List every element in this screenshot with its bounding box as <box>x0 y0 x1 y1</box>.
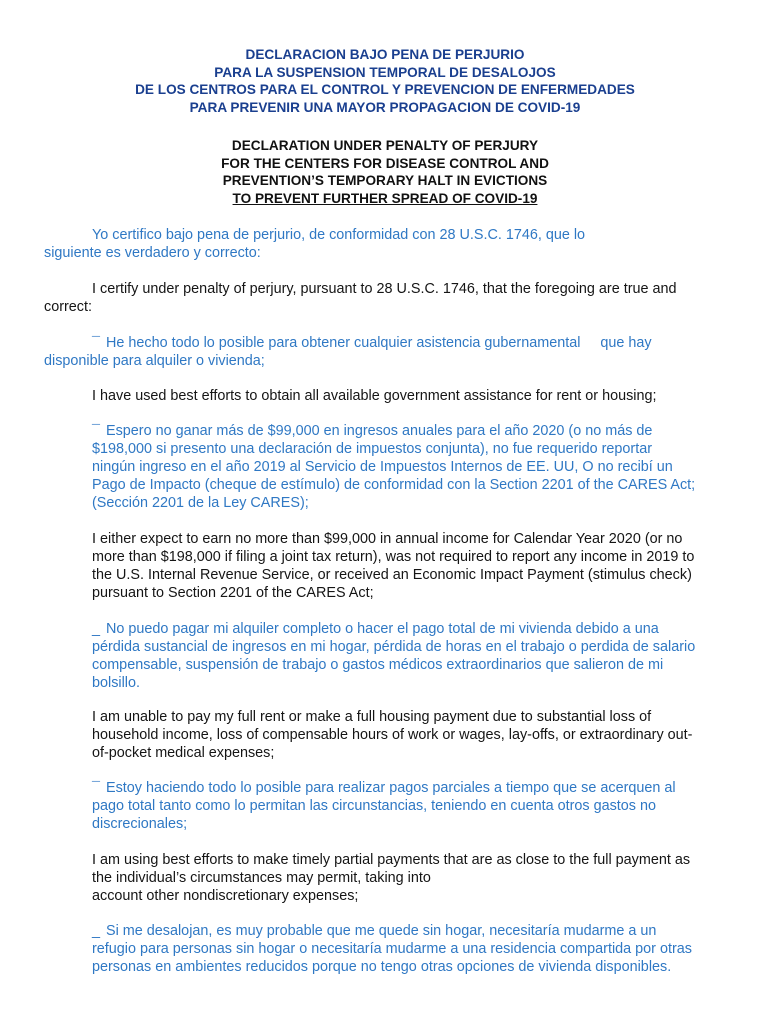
item-2-en-line-3: the U.S. Internal Revenue Service, or received an Economic Impact Payment (stimulus check) <box>92 567 692 583</box>
item-2-es-line-2: $198,000 si presento una declaración de impuestos conjunta), no fue requerido reportar <box>92 441 652 457</box>
item-4-marker: ¯ <box>92 780 100 796</box>
item-4-spanish <box>92 779 676 833</box>
spanish-title <box>0 46 770 116</box>
item-1-es-line-2: disponible para alquiler o vivienda; <box>44 353 265 369</box>
item-2-es-line-3: ningún ingreso en el año 2019 al Servicio de Impuestos Internos de EE. UU, O no recibí un <box>92 459 673 475</box>
item-3-en-line-2: household income, loss of compensable hours of work or wages, lay-offs, or extraordinary out- <box>92 727 693 743</box>
item-2-es-line-1: Espero no ganar más de $99,000 en ingresos anuales para el año 2020 (o no más de <box>106 423 653 439</box>
certify-statement-english <box>44 280 677 316</box>
item-2-es-line-4: Pago de Impacto (cheque de estímulo) de conformidad con la Section 2201 of the CARES Act; <box>92 477 696 493</box>
item-1-english <box>92 387 657 405</box>
certify-es-line-1: Yo certifico bajo pena de perjurio, de conformidad con 28 U.S.C. 1746, que lo <box>92 227 586 243</box>
item-2-en-line-1: I either expect to earn no more than $99,000 in annual income for Calendar Year 2020 (or no <box>92 531 683 547</box>
spanish-title-line-4: PARA PREVENIR UNA MAYOR PROPAGACION DE COVID-19 <box>189 99 581 115</box>
item-1-es-line-1: He hecho todo lo posible para obtener cualquier asistencia gubernamental que hay <box>106 335 652 351</box>
item-5-spanish <box>92 922 692 976</box>
item-4-english <box>92 851 690 905</box>
item-4-es-line-1: Estoy haciendo todo lo posible para realizar pagos parciales a tiempo que se acerquen al <box>106 780 676 796</box>
item-3-es-line-4: bolsillo. <box>92 675 140 691</box>
item-1-marker: ¯ <box>92 335 100 351</box>
item-3-es-line-1: No puedo pagar mi alquiler completo o hacer el pago total de mi vivienda debido a una <box>106 621 659 637</box>
english-title-line-1: DECLARATION UNDER PENALTY OF PERJURY <box>231 138 539 153</box>
item-3-marker: _ <box>92 621 101 637</box>
item-2-spanish <box>92 422 695 512</box>
spanish-title-line-3: DE LOS CENTROS PARA EL CONTROL Y PREVENCION DE ENFERMEDADES <box>135 82 635 98</box>
item-2-en-line-2: more than $198,000 if filing a joint tax return), was not required to report any income in 2019 to <box>92 549 695 565</box>
item-3-es-line-3: compensable, suspensión de trabajo o gastos médicos extraordinarios que salieron de mi <box>92 657 664 673</box>
item-5-es-line-1: Si me desalojan, es muy probable que me quede sin hogar, necesitaría mudarme a un <box>106 923 657 939</box>
spanish-title-line-1: DECLARACION BAJO PENA DE PERJURIO <box>245 47 525 62</box>
certify-es-line-2: siguiente es verdadero y correcto: <box>44 245 261 261</box>
item-5-es-line-2: refugio para personas sin hogar o necesitaría mudarme a una residencia compartida por otras <box>92 941 692 957</box>
english-title-line-3: PREVENTION’S TEMPORARY HALT IN EVICTIONS <box>222 173 548 189</box>
item-2-english <box>92 530 694 602</box>
item-1-spanish <box>44 334 652 370</box>
spanish-title-line-2: PARA LA SUSPENSION TEMPORAL DE DESALOJOS <box>214 64 556 80</box>
item-5-es-line-3: personas en ambientes reducidos porque no tengo otras opciones de vivienda disponibles. <box>92 959 672 975</box>
english-title-line-4: TO PREVENT FURTHER SPREAD OF COVID-19 <box>232 190 538 206</box>
english-title <box>0 137 770 207</box>
english-title-line-2: FOR THE CENTERS FOR DISEASE CONTROL AND <box>221 155 549 171</box>
item-2-en-line-4: pursuant to Section 2201 of the CARES Act; <box>92 585 374 601</box>
item-3-es-line-2: pérdida sustancial de ingresos en mi hogar, pérdida de horas en el trabajo o perdida de salario <box>92 639 696 655</box>
item-5-marker: _ <box>92 923 101 939</box>
item-4-en-line-3: account other nondiscretionary expenses; <box>92 888 359 904</box>
certify-en-line-1: I certify under penalty of perjury, pursuant to 28 U.S.C. 1746, that the foregoing are true and <box>92 281 677 297</box>
item-2-marker: ¯ <box>92 423 100 439</box>
item-3-spanish <box>92 620 695 692</box>
item-4-en-line-1: I am using best efforts to make timely partial payments that are as close to the full payment as <box>92 852 691 868</box>
certify-statement-spanish <box>44 226 585 262</box>
item-4-es-line-2: pago total tanto como lo permitan las circunstancias, teniendo en cuenta otros gastos no <box>92 798 656 814</box>
item-2-es-line-5: (Sección 2201 de la Ley CARES); <box>92 495 309 511</box>
item-3-en-line-3: of-pocket medical expenses; <box>92 745 275 761</box>
item-1-en-line-1: I have used best efforts to obtain all available government assistance for rent or housing; <box>92 388 657 404</box>
item-3-en-line-1: I am unable to pay my full rent or make a full housing payment due to substantial loss of <box>92 709 652 725</box>
item-3-english <box>92 708 692 762</box>
item-4-en-line-2: the individual’s circumstances may permit, taking into <box>92 870 431 886</box>
certify-en-line-2: correct: <box>44 299 92 315</box>
item-4-es-line-3: discrecionales; <box>92 816 188 832</box>
